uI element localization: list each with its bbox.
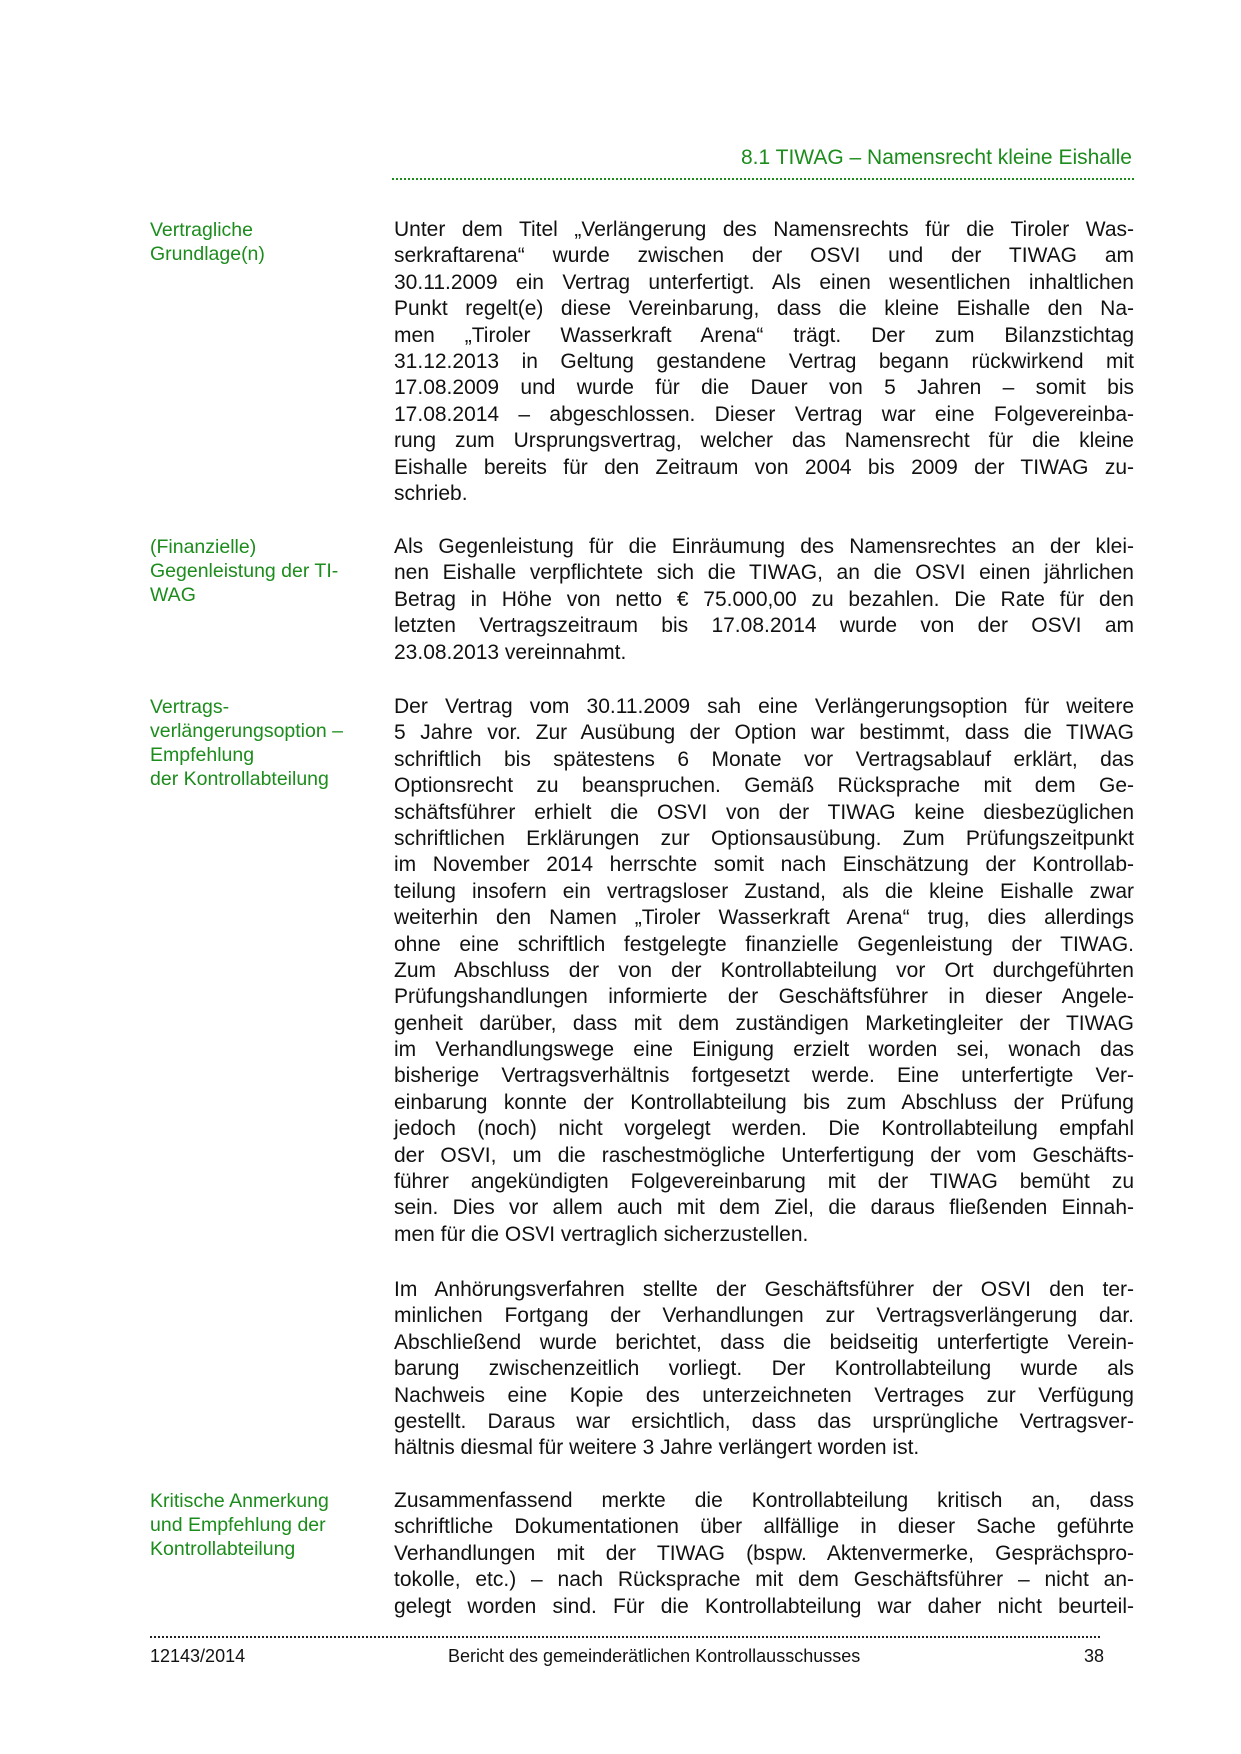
text-line: 5 Jahre vor. Zur Ausübung der Option war bestimmt, dass die TIWAG xyxy=(394,721,1134,745)
text-line: genheit darüber, dass mit dem zuständigen Marketingleiter der TIWAG xyxy=(394,1011,1134,1035)
text-line: gestellt. Daraus war ersichtlich, dass das ursprüngliche Vertragsver- xyxy=(394,1409,1134,1433)
margin-label-line: Kontrollabteilung xyxy=(150,1538,296,1560)
text-line: Abschließend wurde berichtet, dass die beidseitig unterfertigte Verein- xyxy=(394,1330,1134,1354)
margin-label-line: Gegenleistung der TI- xyxy=(150,560,339,582)
text-line: schriftliche Dokumentationen über allfällige in dieser Sache geführte xyxy=(394,1515,1134,1539)
text-line: serkraftarena“ wurde zwischen der OSVI und der TIWAG am xyxy=(394,244,1134,268)
paragraph xyxy=(394,694,1134,1248)
text-line: minlichen Fortgang der Verhandlungen zur Vertragsverlängerung dar. xyxy=(394,1304,1134,1328)
paragraph xyxy=(394,534,1134,666)
text-line: barung zwischenzeitlich vorliegt. Der Kontrollabteilung wurde als xyxy=(394,1357,1134,1381)
text-line: Zum Abschluss der von der Kontrollabteilung vor Ort durchgeführten xyxy=(394,958,1134,982)
text-line: letzten Vertragszeitraum bis 17.08.2014 wurde von der OSVI am xyxy=(394,614,1134,638)
footer-doc-number: 12143/2014 xyxy=(150,1646,246,1666)
text-line: 17.08.2014 – abgeschlossen. Dieser Vertrag war eine Folgevereinba- xyxy=(394,402,1134,426)
margin-label-line: WAG xyxy=(150,584,196,606)
text-line: 31.12.2013 in Geltung gestandene Vertrag begann rückwirkend mit xyxy=(394,349,1134,373)
text-line: nen Eishalle verpflichtete sich die TIWAG, an die OSVI einen jährlichen xyxy=(394,561,1134,585)
margin-label-line: Vertragliche xyxy=(150,219,253,241)
text-line: bisherige Vertragsverhältnis fortgesetzt werde. Eine unterfertigte Ver- xyxy=(394,1064,1134,1088)
text-line: ohne eine schriftlich festgelegte finanzielle Gegenleistung der TIWAG. xyxy=(394,932,1134,956)
margin-label-line: Grundlage(n) xyxy=(150,243,265,265)
text-line: sein. Dies vor allem auch mit dem Ziel, die daraus fließenden Einnah- xyxy=(394,1196,1134,1220)
text-line: schriftlichen Erklärungen zur Optionsausübung. Zum Prüfungszeitpunkt xyxy=(394,826,1134,850)
text-line: 17.08.2009 und wurde für die Dauer von 5 Jahren – somit bis xyxy=(394,376,1134,400)
text-line: men „Tiroler Wasserkraft Arena“ trägt. Der zum Bilanzstichtag xyxy=(394,323,1134,347)
text-line: schäftsführer erhielt die OSVI von der TIWAG keine diesbezüglichen xyxy=(394,800,1134,824)
margin-label-line: Vertrags- xyxy=(150,696,230,718)
margin-label-line: und Empfehlung der xyxy=(150,1514,326,1536)
text-line: Nachweis eine Kopie des unterzeichneten Vertrages zur Verfügung xyxy=(394,1383,1134,1407)
text-line: Der Vertrag vom 30.11.2009 sah eine Verlängerungsoption für weitere xyxy=(394,695,1134,718)
text-line: im November 2014 herrschte somit nach Einschätzung der Kontrollab- xyxy=(394,853,1134,877)
text-line: 30.11.2009 ein Vertrag unterfertigt. Als einen wesentlichen inhaltlichen xyxy=(394,270,1134,294)
margin-label-line: (Finanzielle) xyxy=(150,536,257,558)
text-line: Betrag in Höhe von netto € 75.000,00 zu bezahlen. Die Rate für den xyxy=(394,587,1134,611)
text-line: Als Gegenleistung für die Einräumung des Namensrechtes an der klei- xyxy=(394,535,1134,558)
text-line: Eishalle bereits für den Zeitraum von 2004 bis 2009 der TIWAG zu- xyxy=(394,455,1134,479)
margin-label xyxy=(150,1489,370,1561)
text-line: Zusammenfassend merkte die Kontrollabteilung kritisch an, dass xyxy=(394,1489,1134,1512)
text-line: Im Anhörungsverfahren stellte der Geschäftsführer der OSVI den ter- xyxy=(394,1278,1134,1301)
margin-label xyxy=(150,535,370,607)
paragraph xyxy=(394,1277,1134,1462)
margin-label-line: Kritische Anmerkung xyxy=(150,1490,329,1512)
text-line: men für die OSVI vertraglich sicherzustellen. xyxy=(394,1222,809,1246)
text-line: Optionsrecht zu beanspruchen. Gemäß Rücksprache mit dem Ge- xyxy=(394,774,1134,798)
text-line: Prüfungshandlungen informierte der Geschäftsführer in dieser Angele- xyxy=(394,985,1134,1009)
margin-label xyxy=(150,218,370,266)
text-line: teilung insofern ein vertragsloser Zustand, als die kleine Eishalle zwar xyxy=(394,879,1134,903)
text-line: führer angekündigten Folgevereinbarung mit der TIWAG bemüht zu xyxy=(394,1170,1134,1194)
margin-label xyxy=(150,695,370,791)
text-line: schrieb. xyxy=(394,481,468,505)
footer-divider xyxy=(150,1636,1100,1638)
text-line: Unter dem Titel „Verlängerung des Namensrechts für die Tiroler Was- xyxy=(394,218,1134,241)
page-number: 38 xyxy=(1083,1646,1104,1666)
paragraph xyxy=(394,217,1134,507)
header-divider xyxy=(392,178,1134,180)
section-header: 8.1 TIWAG – Namensrecht kleine Eishalle xyxy=(740,146,1132,169)
text-line: der OSVI, um die raschestmögliche Unterfertigung der vom Geschäfts- xyxy=(394,1143,1134,1167)
text-line: Punkt regelt(e) diese Vereinbarung, dass die kleine Eishalle den Na- xyxy=(394,297,1134,321)
text-line: im Verhandlungswege eine Einigung erzielt worden sei, wonach das xyxy=(394,1038,1134,1062)
margin-label-line: Empfehlung xyxy=(150,744,255,766)
text-line: einbarung konnte der Kontrollabteilung bis zum Abschluss der Prüfung xyxy=(394,1090,1134,1114)
text-line: rung zum Ursprungsvertrag, welcher das Namensrecht für die kleine xyxy=(394,429,1134,453)
text-line: 23.08.2013 vereinnahmt. xyxy=(394,640,627,664)
paragraph xyxy=(394,1488,1134,1620)
text-line: gelegt worden sind. Für die Kontrollabteilung war daher nicht beurteil- xyxy=(394,1594,1134,1618)
text-line: jedoch (noch) nicht vorgelegt werden. Die Kontrollabteilung empfahl xyxy=(394,1117,1134,1141)
footer-title: Bericht des gemeinderätlichen Kontrollausschusses xyxy=(448,1646,861,1666)
text-line: schriftlich bis spätestens 6 Monate vor Vertragsablauf erklärt, das xyxy=(394,747,1134,771)
text-line: Verhandlungen mit der TIWAG (bspw. Aktenvermerke, Gesprächspro- xyxy=(394,1541,1134,1565)
text-line: hältnis diesmal für weitere 3 Jahre verlängert worden ist. xyxy=(394,1436,920,1460)
text-line: tokolle, etc.) – nach Rücksprache mit dem Geschäftsführer – nicht an- xyxy=(394,1568,1134,1592)
margin-label-line: der Kontrollabteilung xyxy=(150,768,329,790)
text-line: weiterhin den Namen „Tiroler Wasserkraft Arena“ trug, dies allerdings xyxy=(394,906,1134,930)
margin-label-line: verlängerungsoption – xyxy=(150,720,343,742)
